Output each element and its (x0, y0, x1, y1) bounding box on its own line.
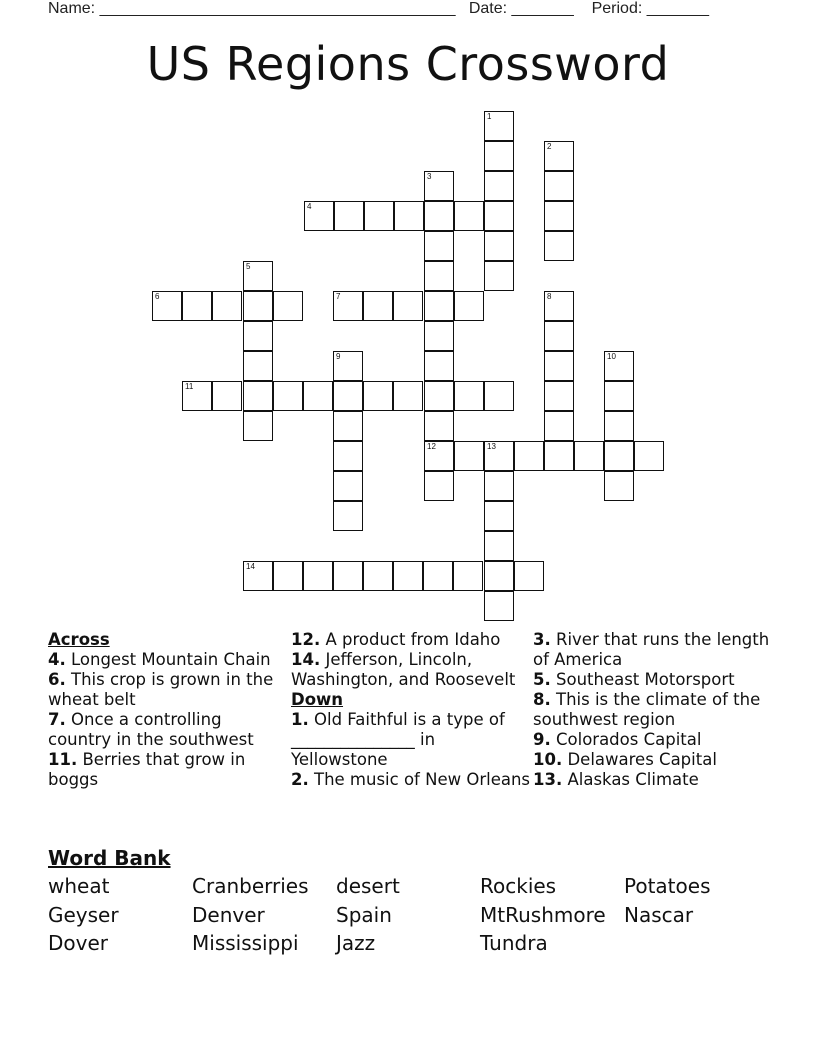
clue (48, 750, 280, 790)
crossword-cell[interactable] (273, 381, 303, 411)
crossword-cell[interactable] (424, 351, 454, 381)
clue-text: A product from Idaho (320, 630, 501, 649)
word-bank-item: Nascar (624, 902, 694, 927)
crossword-cell[interactable] (544, 441, 574, 471)
crossword-cell[interactable] (544, 291, 574, 321)
crossword-cell[interactable] (514, 441, 544, 471)
word-bank-item: Spain (336, 902, 392, 927)
crossword-cell[interactable] (364, 201, 394, 231)
clue-number: 3. (533, 630, 551, 649)
clue-number: 4. (48, 650, 66, 669)
crossword-cell[interactable] (243, 561, 273, 591)
clue (533, 770, 773, 790)
crossword-cell[interactable] (544, 171, 574, 201)
crossword-cell[interactable] (333, 471, 363, 501)
word-bank-item: Rockies (480, 874, 557, 898)
clue-number: 7. (48, 710, 66, 729)
crossword-cell[interactable] (333, 351, 363, 381)
crossword-cell[interactable] (243, 321, 273, 351)
crossword-cell[interactable] (544, 351, 574, 381)
clue (48, 650, 280, 670)
clue-text: This crop is grown in the wheat belt (48, 670, 274, 709)
crossword-cell[interactable] (544, 201, 574, 231)
clue (533, 630, 773, 670)
clue-section-heading: Across (48, 630, 110, 649)
crossword-cell[interactable] (333, 561, 363, 591)
crossword-cell[interactable] (393, 291, 423, 321)
cell-number: 8 (547, 292, 552, 301)
word-bank-item: MtRushmore (480, 902, 606, 927)
crossword-cell[interactable] (363, 381, 393, 411)
header-line: Name: ________________________________________ Date: _______ Period: _______ (48, 0, 710, 17)
clue-number: 11. (48, 750, 78, 769)
clue-number: 14. (291, 650, 321, 669)
crossword-cell[interactable] (424, 291, 454, 321)
cell-number: 5 (246, 262, 251, 271)
crossword-cell[interactable] (604, 441, 634, 471)
clue (291, 650, 531, 690)
clue-text: Southeast Motorsport (550, 670, 735, 689)
crossword-cell[interactable] (363, 561, 393, 591)
clue-text: The music of New Orleans (308, 770, 531, 789)
clue-number: 8. (533, 690, 551, 709)
crossword-cell[interactable] (484, 381, 514, 411)
clue-text: Alaskas Climate (562, 770, 699, 789)
clue (48, 710, 280, 750)
clues-column-2 (291, 630, 531, 790)
crossword-cell[interactable] (604, 381, 634, 411)
crossword-cell[interactable] (544, 141, 574, 171)
word-bank-item: wheat (48, 874, 110, 898)
word-bank-item: Tundra (480, 931, 548, 955)
word-bank-item: Dover (48, 931, 108, 955)
crossword-cell[interactable] (363, 291, 393, 321)
clue-number: 10. (533, 750, 563, 769)
crossword-cell[interactable] (394, 201, 424, 231)
clue-number: 9. (533, 730, 551, 749)
crossword-cell[interactable] (484, 471, 514, 501)
clue-text: Berries that grow in boggs (48, 750, 246, 789)
crossword-cell[interactable] (243, 261, 273, 291)
word-bank-item: desert (336, 874, 400, 898)
crossword-cell[interactable] (152, 291, 182, 321)
crossword-cell[interactable] (454, 441, 484, 471)
crossword-cell[interactable] (333, 291, 363, 321)
clue-text: Old Faithful is a type of _______________ in Yellowstone (291, 710, 505, 769)
crossword-cell[interactable] (424, 381, 454, 411)
crossword-cell[interactable] (393, 381, 423, 411)
clue-number: 6. (48, 670, 66, 689)
crossword-cell[interactable] (303, 381, 333, 411)
crossword-cell[interactable] (484, 261, 514, 291)
clue (533, 670, 773, 690)
crossword-cell[interactable] (212, 291, 242, 321)
cell-number: 14 (246, 562, 255, 571)
crossword-cell[interactable] (544, 381, 574, 411)
crossword-cell[interactable] (303, 561, 333, 591)
clue-number: 1. (291, 710, 309, 729)
clues-column-3 (533, 630, 773, 790)
word-bank-item: Geyser (48, 902, 119, 927)
crossword-cell[interactable] (243, 291, 273, 321)
clue-text: This is the climate of the southwest region (533, 690, 761, 729)
crossword-cell[interactable] (424, 321, 454, 351)
crossword-cell[interactable] (212, 381, 242, 411)
cell-number: 12 (427, 442, 436, 451)
cell-number: 9 (336, 352, 341, 361)
clue-number: 12. (291, 630, 321, 649)
crossword-cell[interactable] (484, 111, 514, 141)
clue (291, 710, 531, 770)
crossword-cell[interactable] (454, 201, 484, 231)
clues-column-1 (48, 630, 280, 790)
crossword-cell[interactable] (484, 591, 514, 621)
crossword-cell[interactable] (454, 381, 484, 411)
crossword-cell[interactable] (484, 441, 514, 471)
crossword-cell[interactable] (333, 441, 363, 471)
cell-number: 3 (427, 172, 432, 181)
crossword-cell[interactable] (333, 381, 363, 411)
clue-number: 5. (533, 670, 551, 689)
word-bank-item: Potatoes (624, 874, 711, 898)
crossword-cell[interactable] (514, 561, 544, 591)
cell-number: 4 (307, 202, 312, 211)
clue (48, 670, 280, 710)
clue-text: River that runs the length of America (533, 630, 770, 669)
cell-number: 13 (487, 442, 496, 451)
word-bank-item: Jazz (336, 931, 376, 955)
crossword-cell[interactable] (424, 201, 454, 231)
crossword-cell[interactable] (333, 501, 363, 531)
clue (291, 630, 531, 650)
page-title: US Regions Crossword (146, 37, 670, 91)
clue (291, 770, 531, 790)
clue-text: Once a controlling country in the southwest (48, 710, 254, 749)
crossword-cell[interactable] (182, 381, 212, 411)
cell-number: 10 (607, 352, 616, 361)
crossword-cell[interactable] (544, 231, 574, 261)
crossword-cell[interactable] (333, 411, 363, 441)
word-bank-title: Word Bank (48, 846, 171, 870)
clue-text: Jefferson, Lincoln, Washington, and Roosevelt (291, 650, 516, 689)
crossword-cell[interactable] (604, 471, 634, 501)
clue (533, 750, 773, 770)
crossword-cell[interactable] (273, 291, 303, 321)
cell-number: 7 (336, 292, 341, 301)
crossword-cell[interactable] (484, 141, 514, 171)
crossword-cell[interactable] (484, 561, 514, 591)
crossword-cell[interactable] (484, 501, 514, 531)
crossword-cell[interactable] (574, 441, 604, 471)
crossword-cell[interactable] (424, 411, 454, 441)
crossword-cell[interactable] (243, 351, 273, 381)
crossword-cell[interactable] (484, 531, 514, 561)
crossword-cell[interactable] (304, 201, 334, 231)
clue-number: 13. (533, 770, 563, 789)
cell-number: 11 (185, 382, 194, 391)
crossword-cell[interactable] (453, 561, 483, 591)
crossword-cell[interactable] (423, 561, 453, 591)
crossword-cell[interactable] (604, 351, 634, 381)
crossword-cell[interactable] (544, 321, 574, 351)
crossword-cell[interactable] (424, 261, 454, 291)
crossword-cell[interactable] (544, 411, 574, 441)
clue-section-heading: Down (291, 690, 344, 709)
crossword-cell[interactable] (243, 411, 273, 441)
crossword-cell[interactable] (393, 561, 423, 591)
cell-number: 6 (155, 292, 160, 301)
crossword-cell[interactable] (424, 441, 454, 471)
crossword-cell[interactable] (634, 441, 664, 471)
clue (533, 730, 773, 750)
crossword-cell[interactable] (273, 561, 303, 591)
word-bank-item: Denver (192, 902, 265, 927)
crossword-cell[interactable] (243, 381, 273, 411)
clue-text: Delawares Capital (562, 750, 717, 769)
crossword-cell[interactable] (484, 231, 514, 261)
cell-number: 1 (487, 112, 492, 121)
crossword-cell[interactable] (424, 171, 454, 201)
clue-number: 2. (291, 770, 309, 789)
crossword-cell[interactable] (424, 231, 454, 261)
clue (533, 690, 773, 730)
word-bank-item: Mississippi (192, 931, 299, 955)
crossword-cell[interactable] (334, 201, 364, 231)
crossword-cell[interactable] (454, 291, 484, 321)
crossword-cell[interactable] (604, 411, 634, 441)
crossword-cell[interactable] (182, 291, 212, 321)
clue-text: Longest Mountain Chain (65, 650, 271, 669)
crossword-cell[interactable] (484, 171, 514, 201)
clue-text: Colorados Capital (550, 730, 702, 749)
crossword-cell[interactable] (424, 471, 454, 501)
word-bank-item: Cranberries (192, 874, 309, 898)
cell-number: 2 (547, 142, 552, 151)
crossword-cell[interactable] (484, 201, 514, 231)
